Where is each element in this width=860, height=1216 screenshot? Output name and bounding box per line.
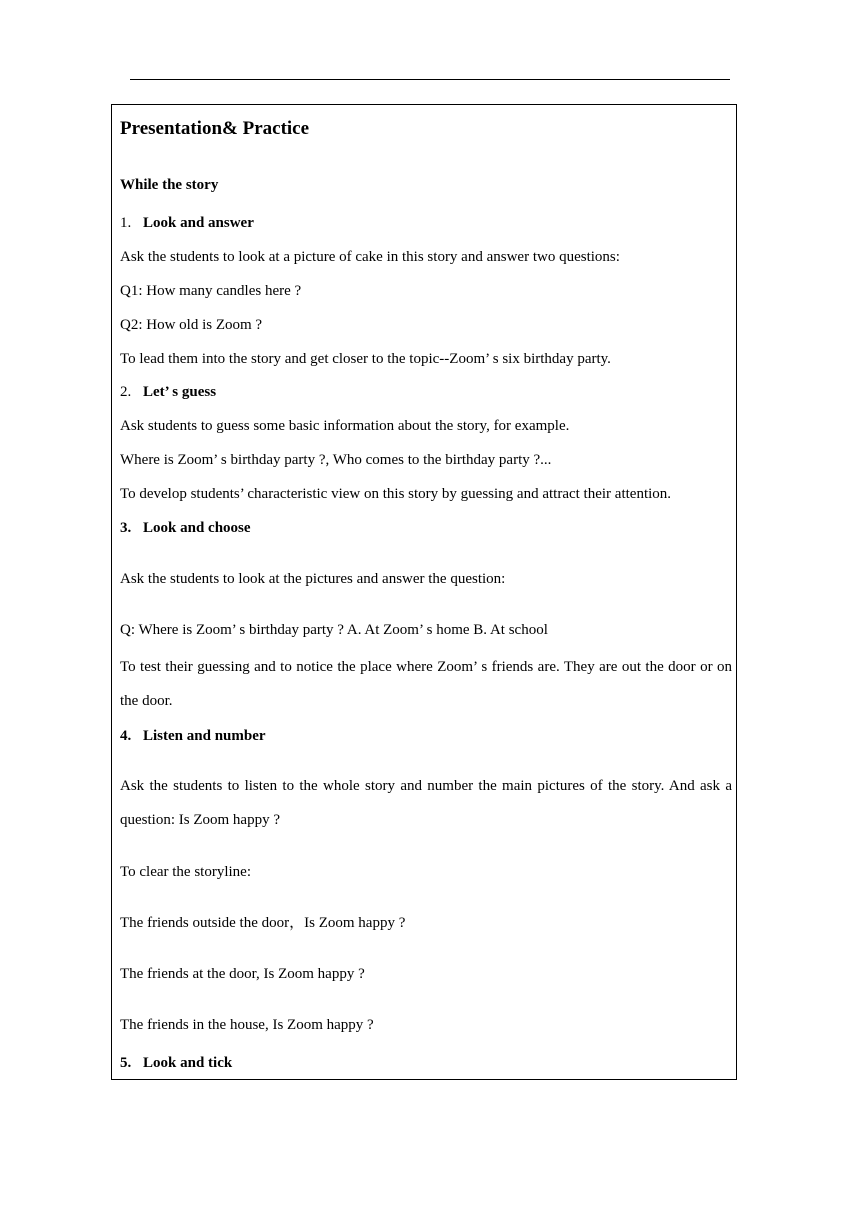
paragraph: Q2: How old is Zoom ? <box>120 317 263 333</box>
paragraph: To lead them into the story and get closer to the topic--Zoom’ s six birthday party. <box>120 351 611 367</box>
item-1-title: Look and answer <box>143 215 254 231</box>
item-3-heading <box>120 519 251 537</box>
paragraph: Ask the students to look at the pictures and answer the question: <box>120 571 506 587</box>
item-4-title: Listen and number <box>143 728 266 744</box>
paragraph: To test their guessing and to notice the place where Zoom’ s friends are. They are out the door or on the door. <box>120 659 732 709</box>
item-4-number: 4. <box>120 728 132 744</box>
subheading: While the story <box>120 177 219 193</box>
paragraph: Where is Zoom’ s birthday party ?, Who comes to the birthday party ?... <box>120 452 552 468</box>
item-5-number: 5. <box>120 1055 132 1071</box>
paragraph: To develop students’ characteristic view on this story by guessing and attract their attention. <box>120 486 672 502</box>
section-title: Presentation& Practice <box>120 118 310 139</box>
item-4-heading <box>120 727 266 745</box>
item-5-heading <box>120 1054 232 1072</box>
header-rule <box>130 79 730 80</box>
paragraph: Q: Where is Zoom’ s birthday party ? A. At Zoom’ s home B. At school <box>120 622 548 638</box>
item-1-number: 1. <box>120 215 132 231</box>
item-5-title: Look and tick <box>143 1055 233 1071</box>
paragraph: The friends in the house, Is Zoom happy ? <box>120 1017 374 1033</box>
paragraph: Ask students to guess some basic information about the story, for example. <box>120 418 570 434</box>
item-3-number: 3. <box>120 520 132 536</box>
item-3-title: Look and choose <box>143 520 251 536</box>
lesson-table-cell <box>111 104 737 1080</box>
paragraph: To clear the storyline: <box>120 864 251 880</box>
paragraph: The friends outside the door，Is Zoom happy ? <box>120 915 406 931</box>
paragraph: The friends at the door, Is Zoom happy ? <box>120 966 365 982</box>
item-1-heading <box>120 214 254 232</box>
paragraph: Ask the students to listen to the whole story and number the main pictures of the story. And ask a question: Is Zoom happy ? <box>120 778 732 828</box>
paragraph: Ask the students to look at a picture of cake in this story and answer two questions: <box>120 249 620 265</box>
paragraph: Q1: How many candles here ? <box>120 283 302 299</box>
item-2-number: 2. <box>120 384 132 400</box>
item-2-heading <box>120 383 216 401</box>
item-2-title: Let’ s guess <box>143 384 217 400</box>
